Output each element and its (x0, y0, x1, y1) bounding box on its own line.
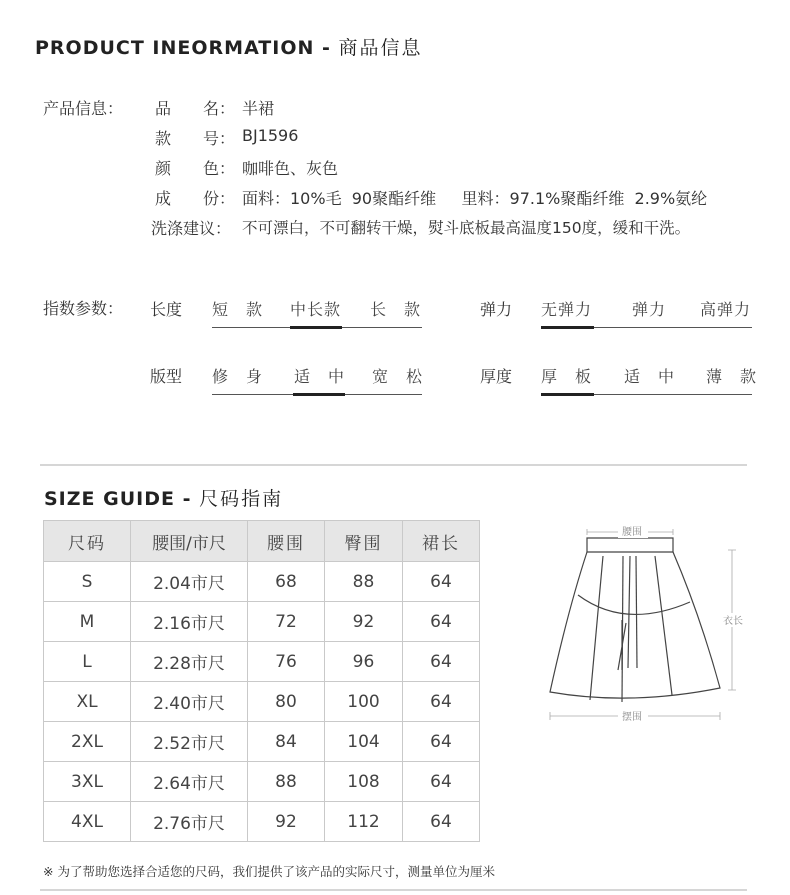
measurement-note: ※ 为了帮助您选择合适您的尺码，我们提供了该产品的实际尺寸，测量单位为厘米 (43, 864, 495, 879)
info-value-name: 半裙 (242, 99, 275, 118)
cell-waist: 88 (248, 762, 325, 802)
cell-hip: 104 (325, 722, 403, 762)
diagram-pleat (590, 556, 603, 700)
elastic-option-high: 高弹力 (700, 300, 752, 319)
length-option-long: 长 款 (370, 300, 422, 319)
cell-waist-shichi: 2.40市尺 (131, 682, 248, 722)
info-key-composition: 成 份： (155, 189, 236, 208)
cell-size: L (44, 642, 131, 682)
bottom-divider (40, 889, 747, 891)
cell-size: M (44, 602, 131, 642)
cell-size: 2XL (44, 722, 131, 762)
size-guide-heading (44, 484, 283, 511)
info-key-name: 品 名： (155, 99, 236, 118)
table-row (44, 722, 480, 762)
thickness-indicator (541, 393, 594, 396)
table-row (44, 562, 480, 602)
info-key-color: 颜 色： (155, 159, 236, 178)
heading-en: PRODUCT INEORMATION (35, 37, 315, 59)
cell-waist: 80 (248, 682, 325, 722)
param-fit-label: 版型 (150, 367, 183, 386)
cell-hip: 100 (325, 682, 403, 722)
elastic-indicator (541, 326, 594, 329)
thickness-option-thin: 薄 款 (706, 367, 758, 386)
header-waist: 腰围 (248, 521, 325, 562)
fit-option-loose: 宽 松 (372, 367, 424, 386)
cell-skirt-length: 64 (403, 682, 480, 722)
table-row (44, 802, 480, 842)
info-value-color: 咖啡色、灰色 (242, 159, 339, 178)
size-heading-cn: 尺码指南 (199, 488, 284, 510)
cell-waist: 72 (248, 602, 325, 642)
cell-waist-shichi: 2.16市尺 (131, 602, 248, 642)
diagram-pleat (628, 556, 630, 668)
thickness-option-medium: 适 中 (624, 367, 676, 386)
diagram-waistband (587, 538, 673, 552)
length-option-short: 短 款 (212, 300, 264, 319)
thickness-option-thick: 厚 板 (541, 367, 593, 386)
size-table-header-row (44, 521, 480, 562)
cell-skirt-length: 64 (403, 762, 480, 802)
index-section-label: 指数参数： (43, 299, 124, 318)
cell-waist-shichi: 2.76市尺 (131, 802, 248, 842)
fit-option-slim: 修 身 (212, 367, 264, 386)
diagram-yoke (578, 595, 690, 614)
cell-waist: 76 (248, 642, 325, 682)
heading-sep: - (322, 37, 331, 59)
table-row (44, 602, 480, 642)
cell-skirt-length: 64 (403, 602, 480, 642)
length-option-medium: 中长款 (290, 300, 342, 319)
size-heading-sep: - (182, 488, 192, 510)
param-elastic-label: 弹力 (480, 300, 513, 319)
section-divider (40, 464, 747, 466)
diagram-center-pleat (618, 620, 626, 670)
info-key-style: 款 号： (155, 129, 236, 148)
cell-size: XL (44, 682, 131, 722)
info-section-label: 产品信息： (43, 99, 124, 118)
product-info-heading (35, 33, 423, 60)
cell-hip: 92 (325, 602, 403, 642)
cell-skirt-length: 64 (403, 722, 480, 762)
cell-skirt-length: 64 (403, 802, 480, 842)
header-waist-shichi: 腰围/市尺 (131, 521, 248, 562)
cell-size: S (44, 562, 131, 602)
fit-option-regular: 适 中 (294, 367, 346, 386)
info-value-composition: 面料：10%毛 90聚酯纤维 里料：97.1%聚酯纤维 2.9%氨纶 (242, 189, 708, 208)
diagram-hem-label: 摆围 (622, 712, 642, 723)
info-key-care: 洗涤建议： (151, 219, 232, 238)
table-row (44, 642, 480, 682)
cell-hip: 88 (325, 562, 403, 602)
diagram-pleat (655, 556, 672, 695)
skirt-diagram (540, 520, 750, 730)
header-hip: 臀围 (325, 521, 403, 562)
diagram-pleat (636, 556, 637, 668)
cell-skirt-length: 64 (403, 642, 480, 682)
cell-skirt-length: 64 (403, 562, 480, 602)
header-skirt-length: 裙长 (403, 521, 480, 562)
elastic-option-mid: 弹力 (632, 300, 667, 319)
info-value-care: 不可漂白，不可翻转干燥，熨斗底板最高温度150度，缓和干洗。 (242, 219, 691, 237)
cell-size: 4XL (44, 802, 131, 842)
cell-hip: 108 (325, 762, 403, 802)
length-indicator (290, 326, 342, 329)
cell-waist-shichi: 2.28市尺 (131, 642, 248, 682)
diagram-length-label: 衣长 (723, 616, 743, 627)
cell-waist-shichi: 2.64市尺 (131, 762, 248, 802)
table-row (44, 682, 480, 722)
elastic-option-none: 无弹力 (541, 300, 593, 319)
fit-indicator (293, 393, 345, 396)
cell-waist-shichi: 2.04市尺 (131, 562, 248, 602)
diagram-skirt-outline (550, 552, 720, 698)
param-thickness-label: 厚度 (480, 367, 513, 386)
cell-hip: 96 (325, 642, 403, 682)
cell-size: 3XL (44, 762, 131, 802)
cell-waist: 68 (248, 562, 325, 602)
param-length-label: 长度 (150, 300, 183, 319)
heading-cn: 商品信息 (338, 37, 423, 59)
size-heading-en: SIZE GUIDE (44, 488, 175, 510)
cell-waist-shichi: 2.52市尺 (131, 722, 248, 762)
cell-waist: 92 (248, 802, 325, 842)
cell-hip: 112 (325, 802, 403, 842)
info-value-style: BJ1596 (242, 126, 299, 145)
diagram-waist-label: 腰围 (622, 527, 642, 538)
table-row (44, 762, 480, 802)
cell-waist: 84 (248, 722, 325, 762)
header-size: 尺码 (44, 521, 131, 562)
size-table (43, 520, 480, 842)
